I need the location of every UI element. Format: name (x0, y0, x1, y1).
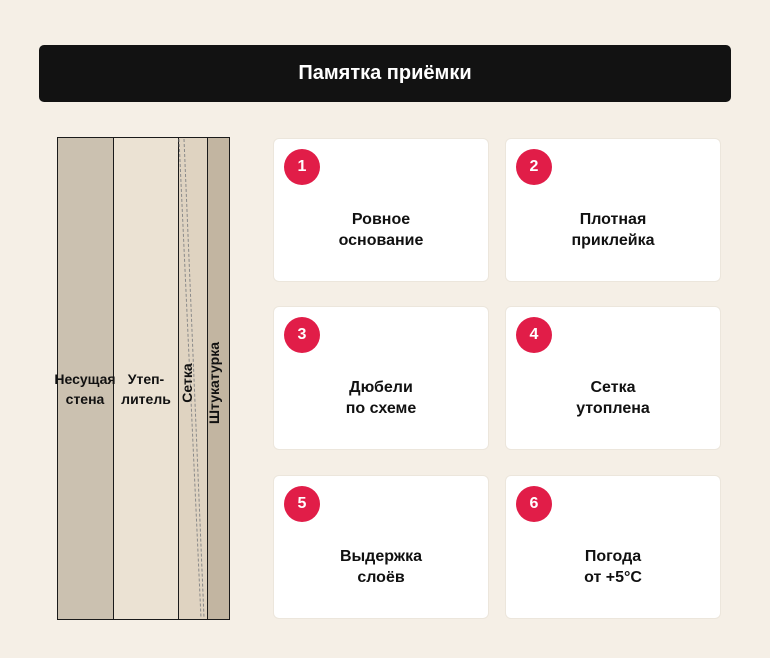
layer-bearing-label: Несущая стена (54, 371, 116, 407)
step-number-badge: 4 (516, 317, 552, 353)
card-label: Сетка утоплена (576, 379, 650, 417)
step-number-badge: 5 (284, 486, 320, 522)
step-number-badge: 2 (516, 149, 552, 185)
checklist-card (273, 138, 489, 282)
checklist-card (273, 306, 489, 450)
wall-cross-section (54, 137, 230, 620)
layer-plaster-label: Штукатурка (206, 341, 222, 425)
card-label: Выдержка слоёв (339, 548, 423, 586)
step-number-badge: 6 (516, 486, 552, 522)
card-label: Дюбели по схеме (345, 379, 417, 417)
card-label: Погода от +5°C (584, 548, 642, 586)
step-number-badge: 1 (284, 149, 320, 185)
step-number-badge: 3 (284, 317, 320, 353)
header-bar (39, 45, 731, 102)
checklist-card (505, 306, 721, 450)
card-label: Ровное основание (338, 211, 424, 249)
checklist-card (505, 138, 721, 282)
page-title: Памятка приёмки (298, 62, 472, 84)
checklist-card (273, 475, 489, 619)
card-label: Плотная приклейка (571, 211, 655, 249)
layer-insulation-label: Утеп- литель (121, 371, 171, 407)
layer-mesh-label: Сетка (179, 363, 195, 403)
checklist-card (505, 475, 721, 619)
